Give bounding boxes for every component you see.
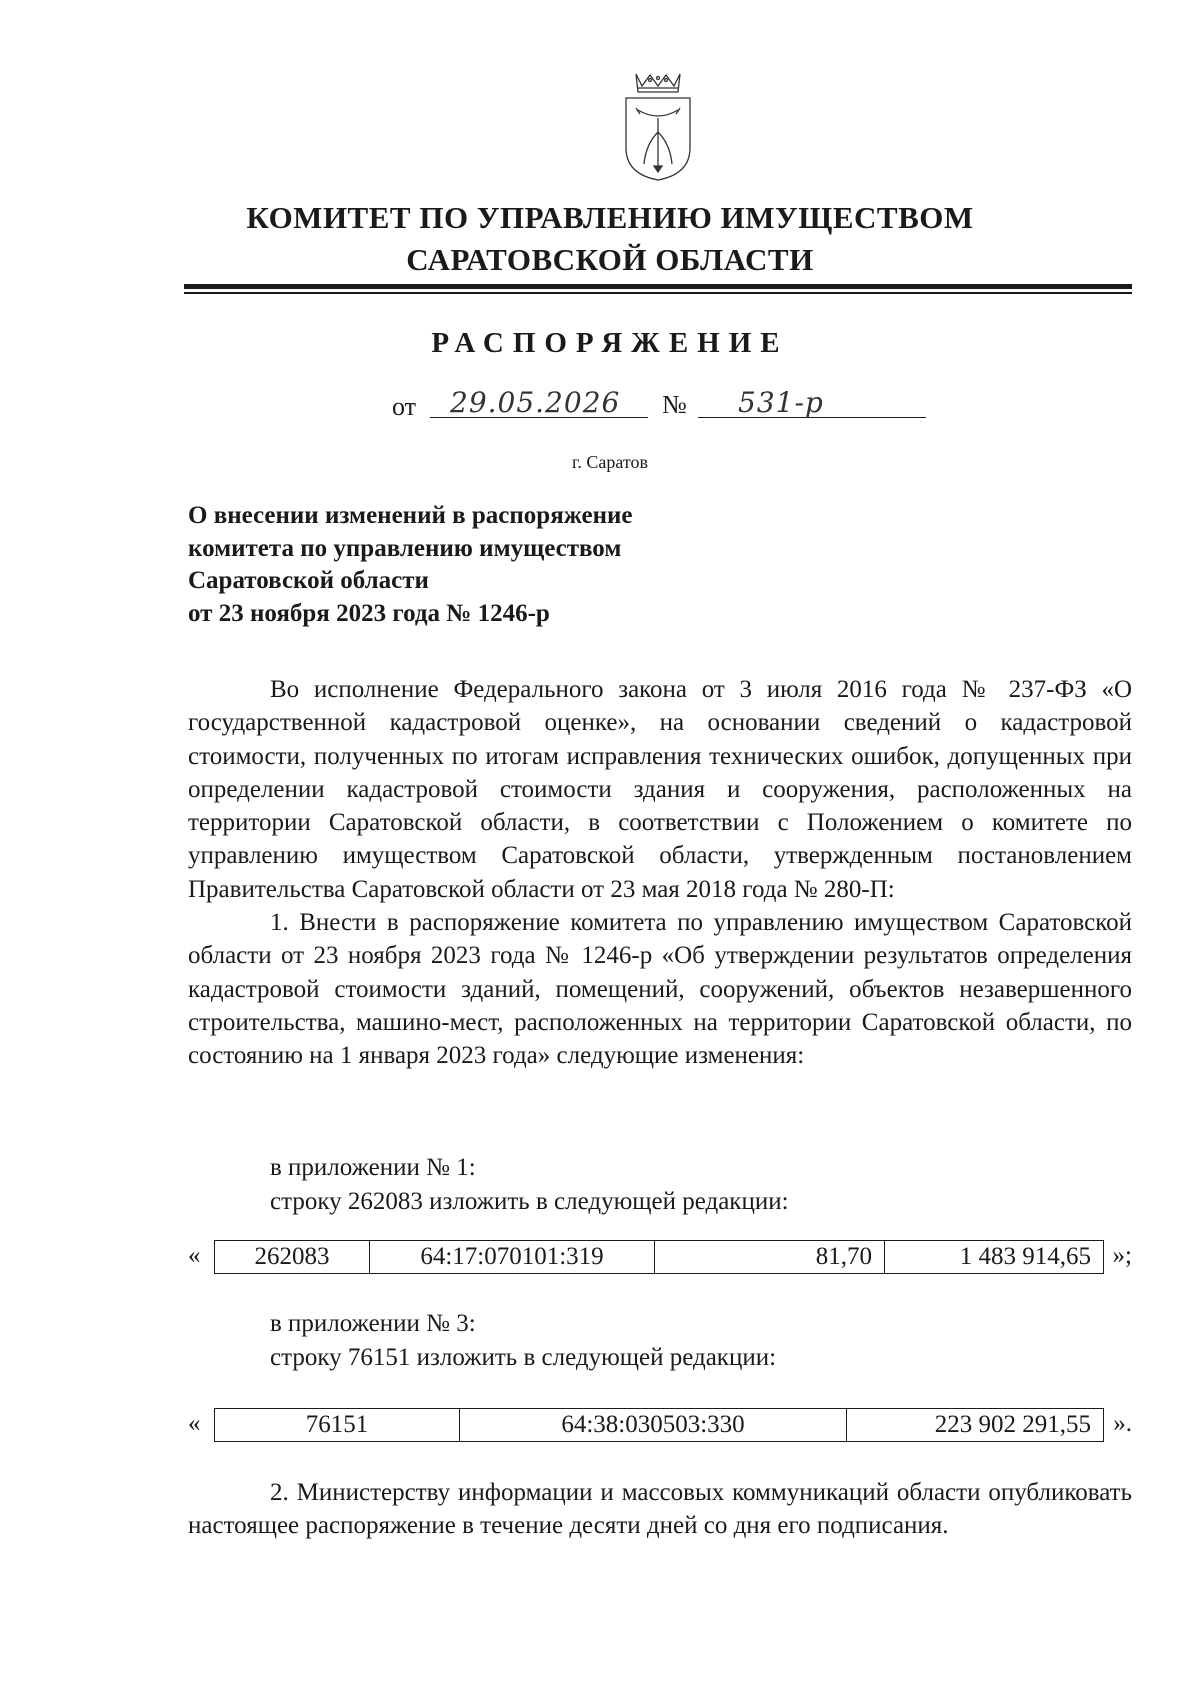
table-row — [214, 1408, 1104, 1442]
cadastral-number-cell: 64:38:030503:330 — [460, 1409, 847, 1442]
subject-line: комитета по управлению имуществом — [188, 534, 622, 562]
date-number-line — [392, 386, 932, 422]
table-row — [214, 1240, 1104, 1274]
preamble-paragraph: Во исполнение Федерального закона от 3 июля 2016 года № 237-ФЗ «О государственной кадастровой оценке», на основании сведений о кадастровой стоимости, полученных по итогам исправления технических ошибок, допущенных при определении кадастровой стоимости здания и сооружения, расположенных на территории Саратовской области, в соответствии с Положением о комитете по управлению имуществом Саратовской области, утвержденным постановлением Правительства Саратовской области от 23 мая 2018 года № 280-П: — [188, 676, 1132, 903]
open-quote: « — [188, 1242, 201, 1269]
cadastral-value-cell: 1 483 914,65 — [885, 1241, 1104, 1274]
number-handwritten: 531-р — [698, 386, 926, 418]
date-label: от — [392, 392, 417, 421]
subject-line: от 23 ноября 2023 года № 1246-р — [188, 599, 550, 627]
document-type-title: РАСПОРЯЖЕНИЕ — [431, 327, 789, 359]
item-2-paragraph: 2. Министерству информации и массовых коммуникаций области опубликовать настоящее распоряжение в течение десяти дней со дня его подписания. — [188, 1479, 1132, 1540]
subject-line: О внесении изменений в распоряжение — [188, 502, 633, 529]
document-subject — [188, 500, 788, 630]
organization-name-line-2: САРАТОВСКОЙ ОБЛАСТИ — [406, 242, 814, 277]
row-76151-intro: строку 76151 изложить в следующей редакции: — [270, 1344, 777, 1371]
header-divider-thick — [184, 284, 1132, 289]
replacement-row-table-1 — [188, 1240, 1132, 1274]
cadastral-value-cell: 223 902 291,55 — [847, 1409, 1104, 1442]
cadastral-number-cell: 64:17:070101:319 — [370, 1241, 655, 1274]
row-number-cell: 262083 — [215, 1241, 370, 1274]
close-quote: »; — [1112, 1242, 1132, 1269]
item-1-paragraph: 1. Внести в распоряжение комитета по управлению имуществом Саратовской области от 23 ноября 2023 года № 1246-р «Об утверждении результатов определения кадастровой стоимости зданий, помещений, сооружений, объектов незавершенного строительства, машино-мест, расположенных на территории Саратовской области, по состоянию на 1 января 2023 года» следующие изменения: — [188, 909, 1132, 1070]
appendix-3-label: в приложении № 3: — [270, 1310, 476, 1337]
body-text — [188, 673, 1132, 1073]
open-quote: « — [188, 1410, 201, 1437]
subject-line: Саратовской области — [188, 567, 429, 594]
header-divider-thin — [184, 292, 1132, 294]
appendix-1-label: в приложении № 1: — [270, 1154, 476, 1181]
row-262083-intro: строку 262083 изложить в следующей редакции: — [270, 1188, 789, 1215]
body-text-item-2 — [188, 1476, 1132, 1543]
city-label: г. Саратов — [572, 452, 648, 472]
close-quote: ». — [1113, 1410, 1132, 1437]
organization-name-line-1: КОМИТЕТ ПО УПРАВЛЕНИЮ ИМУЩЕСТВОМ — [246, 200, 974, 235]
row-number-cell: 76151 — [215, 1409, 460, 1442]
area-cell: 81,70 — [655, 1241, 885, 1274]
coat-of-arms-icon — [622, 70, 694, 182]
date-handwritten: 29.05.2026 — [430, 386, 648, 418]
replacement-row-table-3 — [188, 1408, 1132, 1442]
number-label: № — [662, 390, 687, 419]
